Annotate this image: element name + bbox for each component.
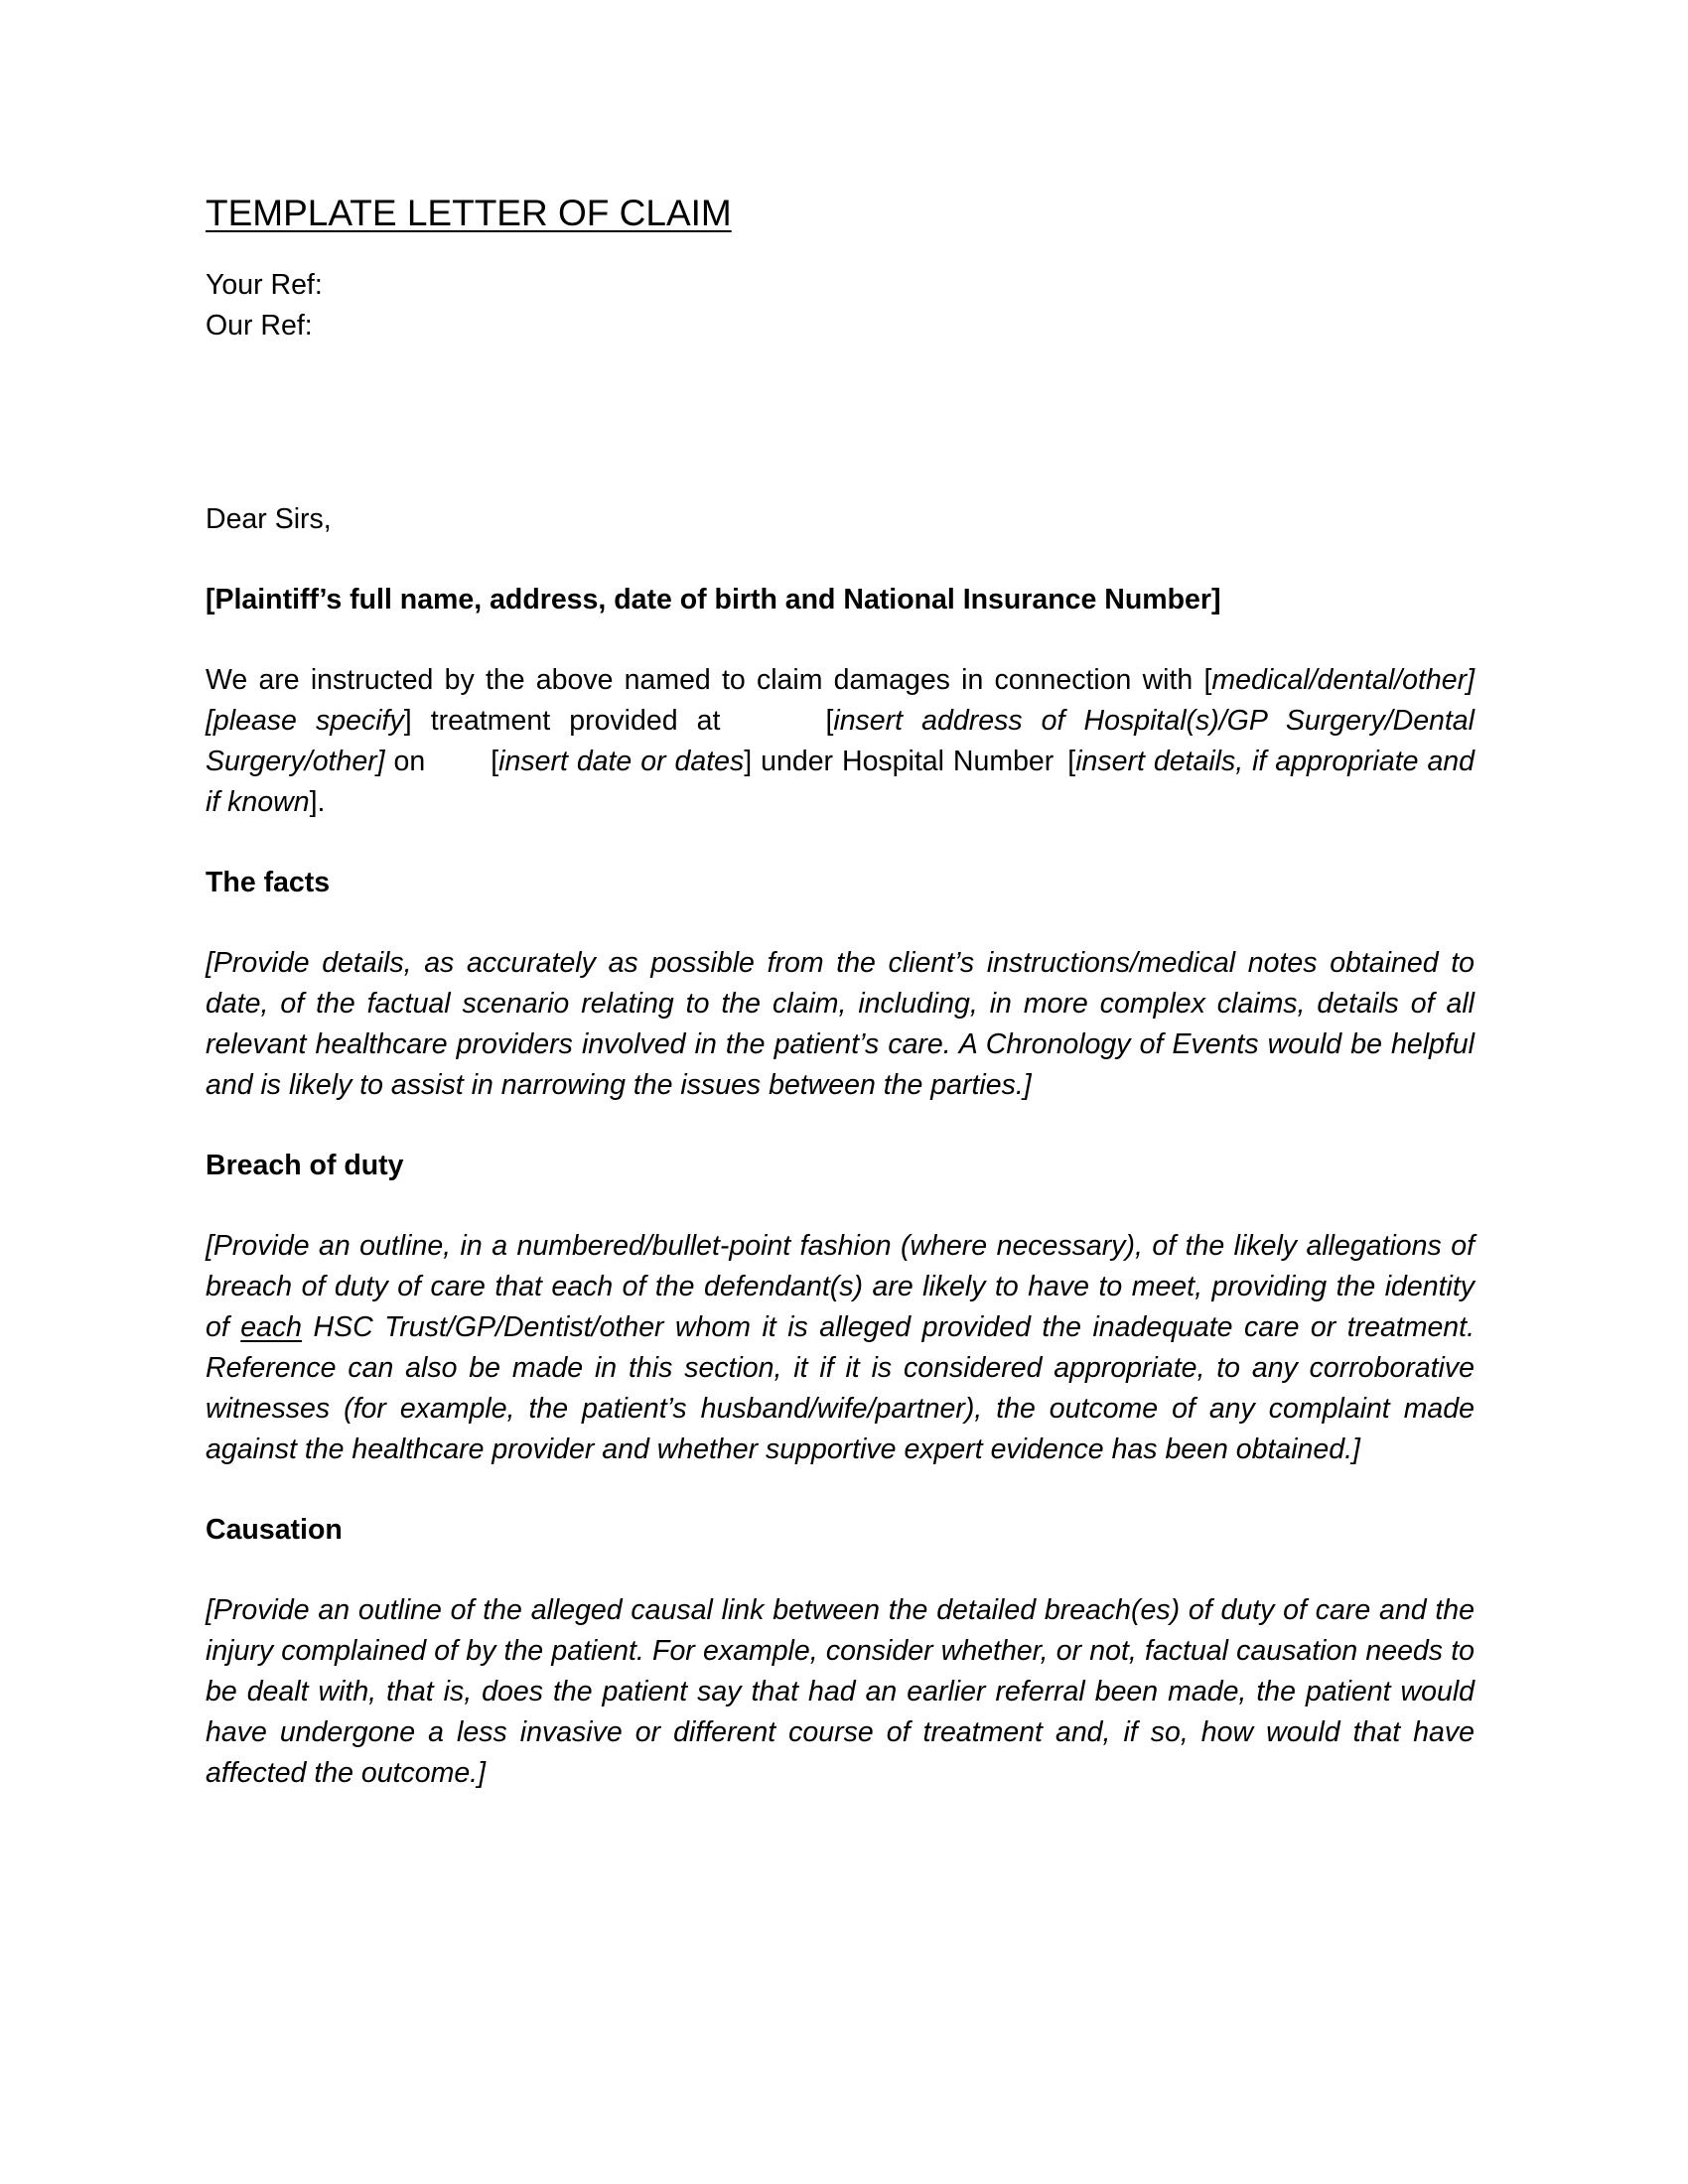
intro-placeholder-address: insert address of Hospital(s)/GP Surgery/Dental Surgery/other] — [206, 705, 1475, 777]
facts-paragraph: [Provide details, as accurately as possible from the client’s instructions/medical notes obtained to date, of the factual scenario relating to the claim, including, in more complex claims, details of all relevant healthcare providers involved in the patient’s care. A Chronology of Events would be helpful and is likely to assist in narrowing the issues between the parties.] — [206, 947, 1475, 1101]
intro-text-1: We are instructed by the above named to claim damages in connection with [ — [206, 664, 1212, 696]
intro-text-5: [ — [491, 746, 499, 777]
intro-text-2: ] treatment provided at — [403, 705, 721, 737]
salutation: Dear Sirs, — [206, 503, 332, 535]
intro-text-6: ] under Hospital Number — [744, 746, 1055, 777]
your-ref-label: Your Ref: — [206, 269, 323, 301]
intro-text-8: ]. — [309, 786, 326, 818]
breach-heading: Breach of duty — [206, 1150, 404, 1181]
breach-paragraph — [206, 1226, 1475, 1470]
intro-paragraph — [206, 660, 1475, 823]
breach-text-before: [Provide an outline, in a numbered/bullet-point fashion (where necessary), of the likely allegations of breach of duty of care that each of the defendant(s) are likely to have to meet, providing the identity of — [206, 1230, 1475, 1343]
causation-heading: Causation — [206, 1514, 343, 1546]
our-ref-label: Our Ref: — [206, 310, 313, 341]
breach-underlined-each: each — [240, 1311, 303, 1343]
document-title: TEMPLATE LETTER OF CLAIM — [206, 193, 732, 233]
causation-paragraph: [Provide an outline of the alleged causal link between the detailed breach(es) of duty of care and the injury complained of by the patient. For example, consider whether, or not, factual causation needs to be dealt with, that is, does the patient say that had an earlier referral been made, the patient would have undergone a less invasive or different course of treatment and, if so, how would that have affected the outcome.] — [206, 1594, 1475, 1789]
intro-placeholder-dates: insert date or dates — [498, 746, 745, 777]
intro-text-7: [ — [1067, 746, 1076, 777]
letter-page — [206, 189, 1475, 1794]
breach-text-after: HSC Trust/GP/Dentist/other whom it is alleged provided the inadequate care or treatment. Reference can also be made in this section, it if it is considered appropriate, to any corroborative witnesses (for example, the patient’s husband/wife/partner), the outcome of any complaint made against the healthcare provider and whether supportive expert evidence has been obtained.] — [206, 1311, 1475, 1465]
intro-text-4: on — [384, 746, 426, 777]
intro-text-3: [ — [825, 705, 834, 737]
plaintiff-details-line: [Plaintiff’s full name, address, date of birth and National Insurance Number] — [206, 584, 1221, 615]
reference-block — [206, 265, 1475, 346]
facts-heading: The facts — [206, 867, 331, 898]
intro-placeholder-treatment: medical/dental/other] [please specify — [206, 664, 1475, 737]
intro-placeholder-details: insert details, if appropriate and if known — [206, 746, 1475, 818]
